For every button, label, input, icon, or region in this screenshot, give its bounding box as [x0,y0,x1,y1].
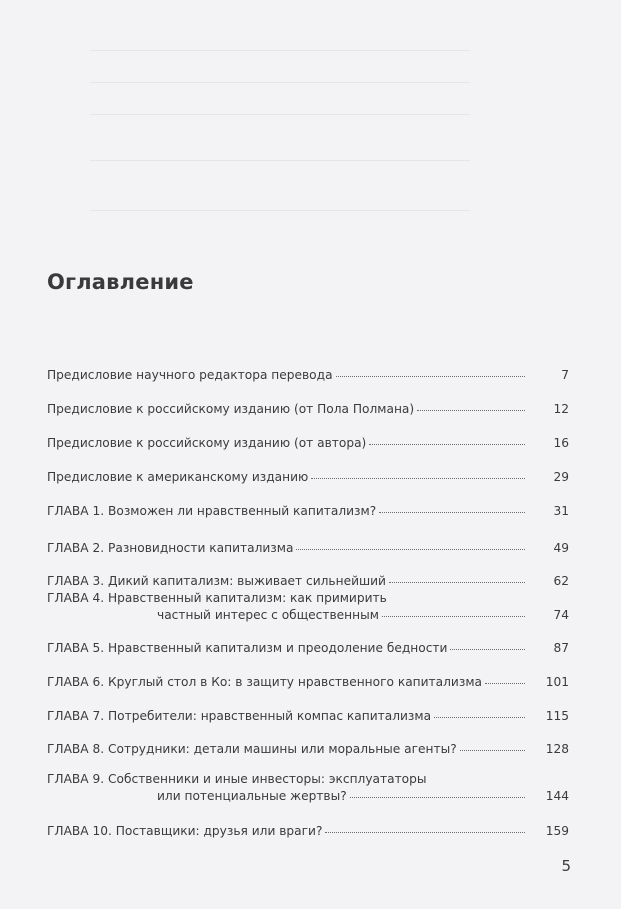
toc-entry-page: 7 [561,368,569,382]
dot-leader [485,682,525,684]
dot-leader [450,648,525,650]
toc-entry-page: 29 [553,470,569,484]
dot-leader [434,716,525,718]
toc-entry-title: Предисловие к российскому изданию (от автора) [47,436,367,450]
dot-leader [311,477,525,479]
toc-entry-page: 144 [545,789,569,803]
toc-entry-title: ГЛАВА 5. Нравственный капитализм и преодоление бедности [47,641,448,655]
dot-leader [389,581,525,583]
toc-entry-title: ГЛАВА 6. Круглый стол в Ко: в защиту нравственного капитализма [47,675,482,689]
toc-entry-title: Предисловие научного редактора перевода [47,368,333,382]
reverse-page-bleed-through [0,0,621,260]
toc-entry-page: 115 [545,709,569,723]
toc-entry[interactable] [47,367,569,384]
toc-entry-page: 128 [545,742,569,756]
toc-entry[interactable] [47,540,569,557]
toc-entry[interactable] [47,401,569,418]
dot-leader [325,831,525,833]
toc-entry[interactable] [47,640,569,657]
toc-entry-title: Предисловие к американскому изданию [47,470,309,484]
dot-leader [336,375,525,377]
toc-entry[interactable] [47,771,569,805]
toc-entry-page: 12 [553,402,569,416]
page-number: 5 [561,857,571,875]
toc-entry-title: ГЛАВА 3. Дикий капитализм: выживает сильнейший [47,574,386,588]
toc-entry[interactable] [47,674,569,691]
toc-entry-title: ГЛАВА 10. Поставщики: друзья или враги? [47,824,323,838]
toc-entry-title: ГЛАВА 1. Возможен ли нравственный капитализм? [47,504,377,518]
dot-leader [379,511,525,513]
toc-entry[interactable] [47,590,569,624]
toc-entry-title: Предисловие к российскому изданию (от Пола Полмана) [47,402,415,416]
toc-entry-page: 62 [553,574,569,588]
toc-entry[interactable] [47,708,569,725]
toc-entry[interactable] [47,557,569,590]
toc-entry-page: 159 [545,824,569,838]
dot-leader [296,548,525,550]
dot-leader [460,749,525,751]
toc-entry[interactable] [47,503,569,520]
toc-entry-page: 31 [553,504,569,518]
dot-leader [350,796,525,798]
toc-entry-page: 87 [553,641,569,655]
dot-leader [369,443,525,445]
page-title: Оглавление [47,270,194,294]
toc-entry-title-line1: ГЛАВА 4. Нравственный капитализм: как примирить [47,591,387,605]
toc-entry-page: 74 [553,608,569,622]
toc-entry-title: ГЛАВА 8. Сотрудники: детали машины или моральные агенты? [47,742,457,756]
dot-leader [382,615,525,617]
toc-entry[interactable] [47,469,569,486]
toc-entry-page: 16 [553,436,569,450]
toc-entry-title: или потенциальные жертвы? [157,789,347,803]
toc-entry[interactable] [47,823,569,840]
toc-entry-page: 101 [545,675,569,689]
toc-entry[interactable] [47,741,569,758]
dot-leader [417,409,525,411]
toc-entry-title: ГЛАВА 7. Потребители: нравственный компас капитализма [47,709,432,723]
toc-entry-title-line1: ГЛАВА 9. Собственники и иные инвесторы: эксплуататоры [47,772,427,786]
toc-entry-title: ГЛАВА 2. Разновидности капитализма [47,541,294,555]
toc-entry[interactable] [47,435,569,452]
toc-entry-title: частный интерес с общественным [157,608,379,622]
toc-entry-page: 49 [553,541,569,555]
